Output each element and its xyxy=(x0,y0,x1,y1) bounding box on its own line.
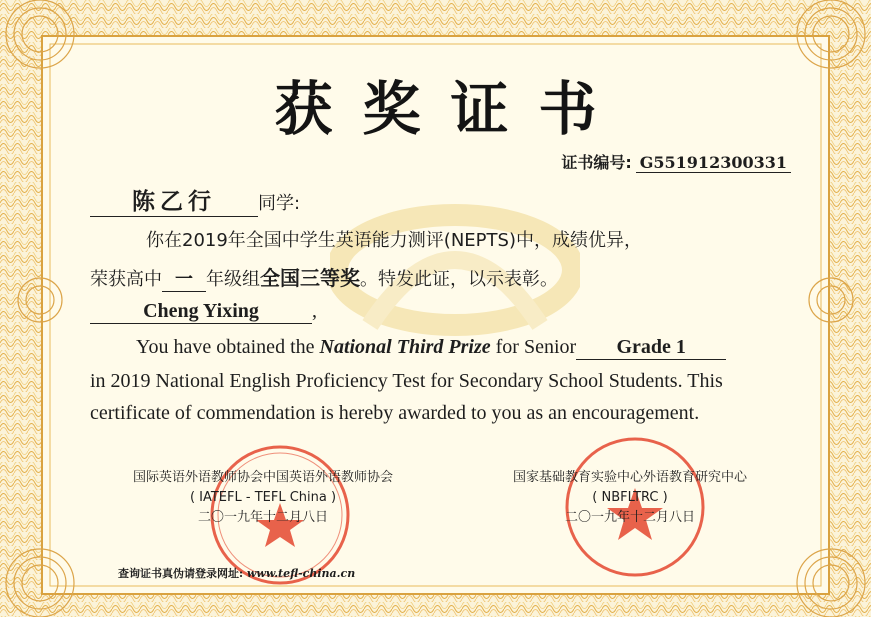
issuer-1 xyxy=(88,468,438,528)
student-suffix-cn: 同学: xyxy=(258,193,301,214)
student-name-en-suffix: , xyxy=(312,300,317,322)
body-en-mid: for Senior xyxy=(495,336,577,358)
issuer-2-name: 国家基础教育实验中心外语教育研究中心 xyxy=(512,470,747,485)
issuer-1-date: 二〇一九年十二月八日 xyxy=(197,510,328,525)
issuer-2-date: 二〇一九年十二月八日 xyxy=(564,510,695,525)
body-en-line1 xyxy=(136,336,726,360)
verification-footer xyxy=(118,565,355,581)
issuer-2 xyxy=(470,468,790,528)
issuer-1-abbr: ( IATEFL - TEFL China ) xyxy=(189,490,337,505)
verification-url[interactable]: www.tefl-china.cn xyxy=(246,567,356,580)
certificate-title: 获奖证书 xyxy=(274,75,627,143)
body-cn-suffix: 。特发此证，以示表彰。 xyxy=(360,269,558,290)
body-cn-mid: 年级组 xyxy=(206,269,260,290)
verification-label: 查询证书真伪请登录网址: xyxy=(118,567,244,580)
grade-cn: 一 xyxy=(162,265,206,292)
award-en: National Third Prize xyxy=(319,336,491,358)
grade-en: Grade 1 xyxy=(576,336,726,360)
award-cn: 全国三等奖 xyxy=(260,266,360,290)
certificate-number xyxy=(561,150,791,173)
certificate-number-value: G551912300331 xyxy=(636,153,791,173)
certificate-number-label: 证书编号: xyxy=(561,153,632,172)
student-line-cn xyxy=(90,183,300,217)
student-line-en xyxy=(90,300,317,324)
body-cn-line2 xyxy=(90,262,558,292)
issuer-2-abbr: ( NBFLTRC ) xyxy=(592,490,668,505)
body-cn-line1: 你在2019年全国中学生英语能力测评(NEPTS)中，成绩优异， xyxy=(146,230,642,251)
body-cn-prefix: 荣获高中 xyxy=(90,269,162,290)
student-name-cn: 陈乙行 xyxy=(90,183,258,217)
body-en-line3: certificate of commendation is hereby awarded to you as an encouragement. xyxy=(90,402,700,424)
student-name-en: Cheng Yixing xyxy=(90,300,312,324)
issuer-1-name: 国际英语外语教师协会中国英语外语教师协会 xyxy=(132,470,393,485)
body-en-line2: in 2019 National English Proficiency Test for Secondary School Students. This xyxy=(90,370,723,392)
body-en-prefix: You have obtained the xyxy=(136,336,315,358)
